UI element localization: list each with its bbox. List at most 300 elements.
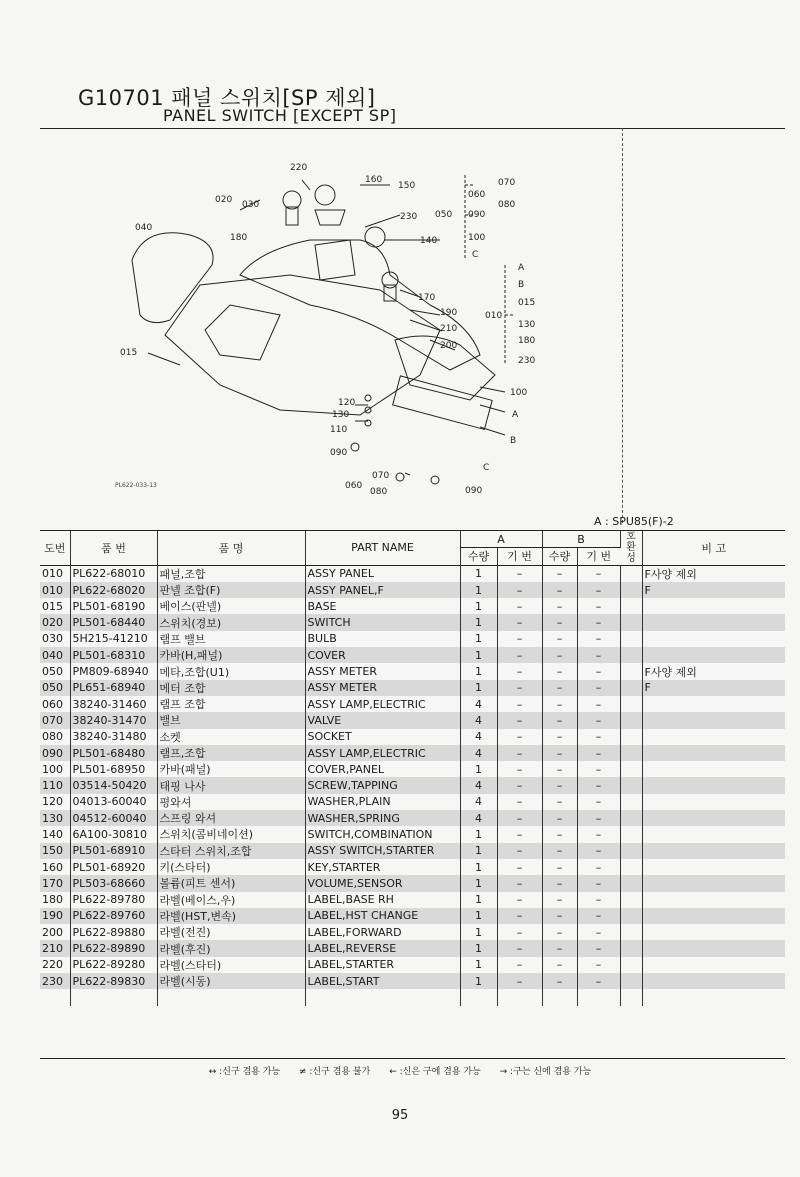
base-a: –	[497, 957, 542, 973]
compat	[620, 696, 642, 712]
part-name-ko: 라벨(스타터)	[157, 957, 305, 973]
header-qty-b: 수량	[542, 548, 577, 565]
part-name-en: VOLUME,SENSOR	[305, 875, 460, 891]
base-b: –	[577, 810, 620, 826]
svg-text:060: 060	[468, 190, 486, 200]
svg-text:230: 230	[400, 212, 418, 222]
qty-b: –	[542, 940, 577, 956]
part-number: 6A100-30810	[70, 826, 157, 842]
part-name-en: ASSY PANEL	[305, 565, 460, 582]
svg-text:015: 015	[120, 348, 138, 358]
svg-text:130: 130	[332, 410, 350, 420]
row-no: 050	[40, 663, 70, 679]
part-number: 04512-60040	[70, 810, 157, 826]
table-row	[40, 794, 785, 810]
part-name-en: ASSY LAMP,ELECTRIC	[305, 696, 460, 712]
svg-text:080: 080	[370, 487, 388, 497]
svg-text:140: 140	[420, 236, 438, 246]
base-b: –	[577, 598, 620, 614]
remark	[642, 908, 785, 924]
part-name-en: KEY,STARTER	[305, 859, 460, 875]
part-name-en: ASSY SWITCH,STARTER	[305, 843, 460, 859]
row-no: 230	[40, 973, 70, 989]
base-a: –	[497, 843, 542, 859]
empty-cell	[577, 989, 620, 1005]
part-name-en: SOCKET	[305, 729, 460, 745]
model-note: A : SPU85(F)-2	[594, 515, 674, 528]
svg-text:030: 030	[242, 200, 260, 210]
row-no: 030	[40, 631, 70, 647]
remark	[642, 794, 785, 810]
table-row	[40, 826, 785, 842]
part-name-en: LABEL,HST CHANGE	[305, 908, 460, 924]
empty-cell	[620, 989, 642, 1005]
part-name-en: WASHER,PLAIN	[305, 794, 460, 810]
base-a: –	[497, 614, 542, 630]
qty-b: –	[542, 908, 577, 924]
remark: F사양 제외	[644, 567, 697, 581]
row-no: 150	[40, 843, 70, 859]
base-b: –	[577, 761, 620, 777]
part-number: 04013-60040	[70, 794, 157, 810]
table-row	[40, 647, 785, 663]
table-row	[40, 843, 785, 859]
svg-text:190: 190	[440, 308, 458, 318]
table-row	[40, 940, 785, 956]
part-name-ko: 메타,조합(U1)	[157, 663, 305, 679]
qty-b: –	[542, 777, 577, 793]
base-b: –	[577, 892, 620, 908]
svg-text:060: 060	[345, 481, 363, 491]
compat	[620, 565, 642, 582]
base-a: –	[497, 859, 542, 875]
svg-text:110: 110	[330, 425, 348, 435]
part-number: PL622-89880	[70, 924, 157, 940]
table-row	[40, 859, 785, 875]
table-row	[40, 680, 785, 696]
part-name-en: LABEL,START	[305, 973, 460, 989]
row-no: 210	[40, 940, 70, 956]
empty-cell	[497, 989, 542, 1005]
row-no: 090	[40, 745, 70, 761]
part-number: 38240-31460	[70, 696, 157, 712]
remark	[642, 614, 785, 630]
table-row	[40, 582, 785, 598]
svg-text:150: 150	[398, 181, 416, 191]
part-number: PL501-68310	[70, 647, 157, 663]
qty-b: –	[542, 680, 577, 696]
row-no: 190	[40, 908, 70, 924]
base-b: –	[577, 973, 620, 989]
empty-cell	[305, 989, 460, 1005]
compat	[620, 761, 642, 777]
base-b: –	[577, 614, 620, 630]
legend-item: → :구는 신에 겸용 가능	[499, 1067, 592, 1077]
compat	[620, 729, 642, 745]
part-name-en: SWITCH	[305, 614, 460, 630]
legend-item: ≠ :신구 겸용 불가	[298, 1067, 371, 1077]
base-b: –	[577, 631, 620, 647]
qty-b: –	[542, 924, 577, 940]
header-a: A	[460, 531, 542, 548]
part-name-en: ASSY PANEL,F	[305, 582, 460, 598]
part-name-en: LABEL,REVERSE	[305, 940, 460, 956]
part-name-ko: 베이스(판넬)	[157, 598, 305, 614]
svg-text:090: 090	[468, 210, 486, 220]
svg-text:100: 100	[468, 233, 486, 243]
header-qty-a: 수량	[460, 548, 497, 565]
part-name-ko: 라벨(베이스,우)	[157, 892, 305, 908]
part-number: 38240-31480	[70, 729, 157, 745]
compat	[620, 875, 642, 891]
row-no: 010	[40, 565, 70, 582]
qty-a: 1	[460, 924, 497, 940]
remark: F	[642, 582, 785, 598]
base-a: –	[497, 729, 542, 745]
remark	[642, 631, 785, 647]
table-row	[40, 761, 785, 777]
remark	[642, 777, 785, 793]
base-b: –	[577, 924, 620, 940]
qty-b: –	[542, 973, 577, 989]
part-number: PL501-68920	[70, 859, 157, 875]
row-no: 200	[40, 924, 70, 940]
row-no: 100	[40, 761, 70, 777]
qty-b: –	[542, 696, 577, 712]
base-a: –	[497, 924, 542, 940]
row-no: 040	[40, 647, 70, 663]
qty-b: –	[542, 582, 577, 598]
row-no: 120	[40, 794, 70, 810]
base-a: –	[497, 582, 542, 598]
part-name-ko: 라벨(전진)	[157, 924, 305, 940]
table-row	[40, 810, 785, 826]
qty-b: –	[542, 810, 577, 826]
base-a: –	[497, 712, 542, 728]
row-no: 220	[40, 957, 70, 973]
base-a: –	[497, 940, 542, 956]
table-row	[40, 777, 785, 793]
compat	[620, 582, 642, 598]
base-b: –	[577, 696, 620, 712]
remark	[642, 729, 785, 745]
qty-a: 4	[460, 696, 497, 712]
qty-a: 1	[460, 680, 497, 696]
row-no: 140	[40, 826, 70, 842]
table-row	[40, 957, 785, 973]
part-number: PM809-68940	[70, 663, 157, 679]
part-name-en: ASSY METER	[305, 680, 460, 696]
part-number: PL622-89780	[70, 892, 157, 908]
part-name-ko: 램프 조합	[157, 696, 305, 712]
part-number: PL622-89760	[70, 908, 157, 924]
qty-b: –	[542, 761, 577, 777]
base-a: –	[497, 892, 542, 908]
compat	[620, 794, 642, 810]
table-row	[40, 875, 785, 891]
base-a: –	[497, 794, 542, 810]
qty-a: 1	[460, 582, 497, 598]
svg-text:010: 010	[485, 311, 503, 321]
row-no: 015	[40, 598, 70, 614]
header-name-ko: 품 명	[157, 531, 305, 566]
empty-cell	[642, 989, 785, 1005]
qty-a: 1	[460, 598, 497, 614]
remark	[642, 826, 785, 842]
part-name-ko: 라벨(후진)	[157, 940, 305, 956]
compat	[620, 647, 642, 663]
part-name-ko: 카바(H,패널)	[157, 647, 305, 663]
qty-b: –	[542, 663, 577, 679]
qty-b: –	[542, 614, 577, 630]
remark	[642, 598, 785, 614]
svg-text:100: 100	[510, 388, 528, 398]
qty-a: 4	[460, 729, 497, 745]
empty-cell	[70, 989, 157, 1005]
remark: F	[642, 680, 785, 696]
compat	[620, 908, 642, 924]
part-number: PL651-68940	[70, 680, 157, 696]
part-name-ko: 카바(패널)	[157, 761, 305, 777]
part-number: PL622-68020	[70, 582, 157, 598]
qty-a: 1	[460, 761, 497, 777]
svg-text:B: B	[510, 436, 517, 446]
remark	[642, 892, 785, 908]
svg-text:200: 200	[440, 341, 458, 351]
compat	[620, 826, 642, 842]
part-number: PL501-68480	[70, 745, 157, 761]
part-name-ko: 스프링 와셔	[157, 810, 305, 826]
table-row	[40, 598, 785, 614]
svg-text:180: 180	[518, 336, 536, 346]
table-row	[40, 908, 785, 924]
part-number: PL501-68910	[70, 843, 157, 859]
svg-text:040: 040	[135, 223, 153, 233]
part-name-ko: 태핑 나사	[157, 777, 305, 793]
compat	[620, 973, 642, 989]
qty-b: –	[542, 875, 577, 891]
base-b: –	[577, 712, 620, 728]
qty-a: 1	[460, 565, 497, 582]
svg-text:C: C	[472, 250, 479, 260]
qty-a: 1	[460, 957, 497, 973]
empty-cell	[542, 989, 577, 1005]
part-number: 38240-31470	[70, 712, 157, 728]
svg-text:B: B	[518, 280, 525, 290]
page-title-ko: G10701 패널 스위치[SP 제외]	[78, 86, 376, 110]
base-b: –	[577, 859, 620, 875]
svg-text:090: 090	[465, 486, 483, 496]
base-b: –	[577, 565, 620, 582]
base-a: –	[497, 745, 542, 761]
qty-b: –	[542, 647, 577, 663]
base-b: –	[577, 940, 620, 956]
qty-a: 1	[460, 940, 497, 956]
svg-text:070: 070	[498, 178, 516, 188]
compat	[620, 631, 642, 647]
base-b: –	[577, 729, 620, 745]
compat	[620, 940, 642, 956]
page-number: 95	[391, 1108, 409, 1123]
compat	[620, 957, 642, 973]
base-a: –	[497, 810, 542, 826]
header-no: 도번	[40, 531, 70, 566]
part-name-ko: 스위치(콤비네이션)	[157, 826, 305, 842]
svg-text:120: 120	[338, 398, 356, 408]
base-b: –	[577, 745, 620, 761]
svg-text:180: 180	[230, 233, 248, 243]
table-row	[40, 565, 785, 582]
base-b: –	[577, 826, 620, 842]
part-name-ko: 평와셔	[157, 794, 305, 810]
base-a: –	[497, 680, 542, 696]
part-name-ko: 밸브	[157, 712, 305, 728]
compat	[620, 712, 642, 728]
svg-text:A: A	[518, 263, 525, 273]
part-number: PL501-68440	[70, 614, 157, 630]
part-name-ko: 소켓	[157, 729, 305, 745]
part-name-en: ASSY LAMP,ELECTRIC	[305, 745, 460, 761]
svg-text:070: 070	[372, 471, 390, 481]
svg-text:C: C	[483, 463, 490, 473]
diagram-code: PL622-033-13	[115, 482, 157, 489]
part-name-ko: 라벨(HST,변속)	[157, 908, 305, 924]
header-rule	[40, 128, 785, 129]
part-name-en: COVER	[305, 647, 460, 663]
table-row	[40, 924, 785, 940]
qty-b: –	[542, 631, 577, 647]
base-b: –	[577, 908, 620, 924]
base-a: –	[497, 631, 542, 647]
row-no: 170	[40, 875, 70, 891]
qty-a: 1	[460, 875, 497, 891]
header-base-b: 기 번	[577, 548, 620, 565]
qty-b: –	[542, 794, 577, 810]
qty-b: –	[542, 745, 577, 761]
compat	[620, 843, 642, 859]
qty-a: 1	[460, 859, 497, 875]
base-a: –	[497, 598, 542, 614]
header-compat: 호환성	[620, 531, 642, 566]
part-number: PL501-68190	[70, 598, 157, 614]
remark	[642, 696, 785, 712]
column-divider	[622, 128, 623, 523]
compat	[620, 892, 642, 908]
part-name-en: WASHER,SPRING	[305, 810, 460, 826]
base-b: –	[577, 957, 620, 973]
base-a: –	[497, 826, 542, 842]
compat	[620, 598, 642, 614]
base-b: –	[577, 680, 620, 696]
qty-a: 1	[460, 647, 497, 663]
part-name-en: SCREW,TAPPING	[305, 777, 460, 793]
row-no: 020	[40, 614, 70, 630]
part-name-ko: 램프 밸브	[157, 631, 305, 647]
remark	[642, 875, 785, 891]
part-name-en: LABEL,BASE RH	[305, 892, 460, 908]
compat	[620, 777, 642, 793]
qty-a: 4	[460, 745, 497, 761]
qty-a: 4	[460, 810, 497, 826]
legend-item: ← :신은 구에 겸용 가능	[389, 1067, 481, 1077]
svg-text:220: 220	[290, 163, 308, 173]
part-name-ko: 패널,조합	[157, 565, 305, 582]
part-number: PL622-89280	[70, 957, 157, 973]
part-name-en: VALVE	[305, 712, 460, 728]
part-name-ko: 스위치(경보)	[157, 614, 305, 630]
qty-b: –	[542, 729, 577, 745]
row-no: 060	[40, 696, 70, 712]
base-a: –	[497, 908, 542, 924]
part-number: PL503-68660	[70, 875, 157, 891]
part-number: 03514-50420	[70, 777, 157, 793]
table-row	[40, 696, 785, 712]
qty-a: 1	[460, 614, 497, 630]
svg-text:130: 130	[518, 320, 536, 330]
base-a: –	[497, 777, 542, 793]
qty-a: 1	[460, 892, 497, 908]
table-row	[40, 614, 785, 630]
empty-cell	[157, 989, 305, 1005]
part-name-ko: 램프,조합	[157, 745, 305, 761]
row-no: 180	[40, 892, 70, 908]
remark	[642, 859, 785, 875]
remark	[642, 761, 785, 777]
row-no: 010	[40, 582, 70, 598]
table-row	[40, 729, 785, 745]
compat	[620, 680, 642, 696]
base-a: –	[497, 761, 542, 777]
legend-item: ↔ :신구 겸용 가능	[208, 1067, 281, 1077]
parts-table	[40, 530, 785, 1006]
header-name-en: PART NAME	[305, 531, 460, 566]
header-base-a: 기 번	[497, 548, 542, 565]
remark	[642, 647, 785, 663]
part-name-ko: 볼륨(피트 센서)	[157, 875, 305, 891]
row-no: 130	[40, 810, 70, 826]
table-row	[40, 973, 785, 989]
compat	[620, 924, 642, 940]
svg-text:210: 210	[440, 324, 458, 334]
svg-text:160: 160	[365, 175, 383, 185]
compat	[620, 614, 642, 630]
remark	[642, 712, 785, 728]
base-a: –	[497, 875, 542, 891]
empty-cell	[460, 989, 497, 1005]
part-name-ko: 키(스타터)	[157, 859, 305, 875]
exploded-parts-diagram	[110, 155, 610, 515]
header-part-no: 품 번	[70, 531, 157, 566]
remark	[642, 924, 785, 940]
part-name-en: LABEL,FORWARD	[305, 924, 460, 940]
qty-a: 1	[460, 843, 497, 859]
remark	[642, 940, 785, 956]
remark	[642, 843, 785, 859]
base-b: –	[577, 663, 620, 679]
part-name-ko: 라벨(시동)	[157, 973, 305, 989]
compat	[620, 859, 642, 875]
qty-b: –	[542, 712, 577, 728]
compat-legend	[0, 1064, 800, 1077]
part-name-en: SWITCH,COMBINATION	[305, 826, 460, 842]
svg-text:080: 080	[498, 200, 516, 210]
svg-text:170: 170	[418, 293, 436, 303]
base-a: –	[497, 565, 542, 582]
table-bottom-rule	[40, 1058, 785, 1059]
part-name-en: BULB	[305, 631, 460, 647]
base-a: –	[497, 973, 542, 989]
remark	[642, 957, 785, 973]
